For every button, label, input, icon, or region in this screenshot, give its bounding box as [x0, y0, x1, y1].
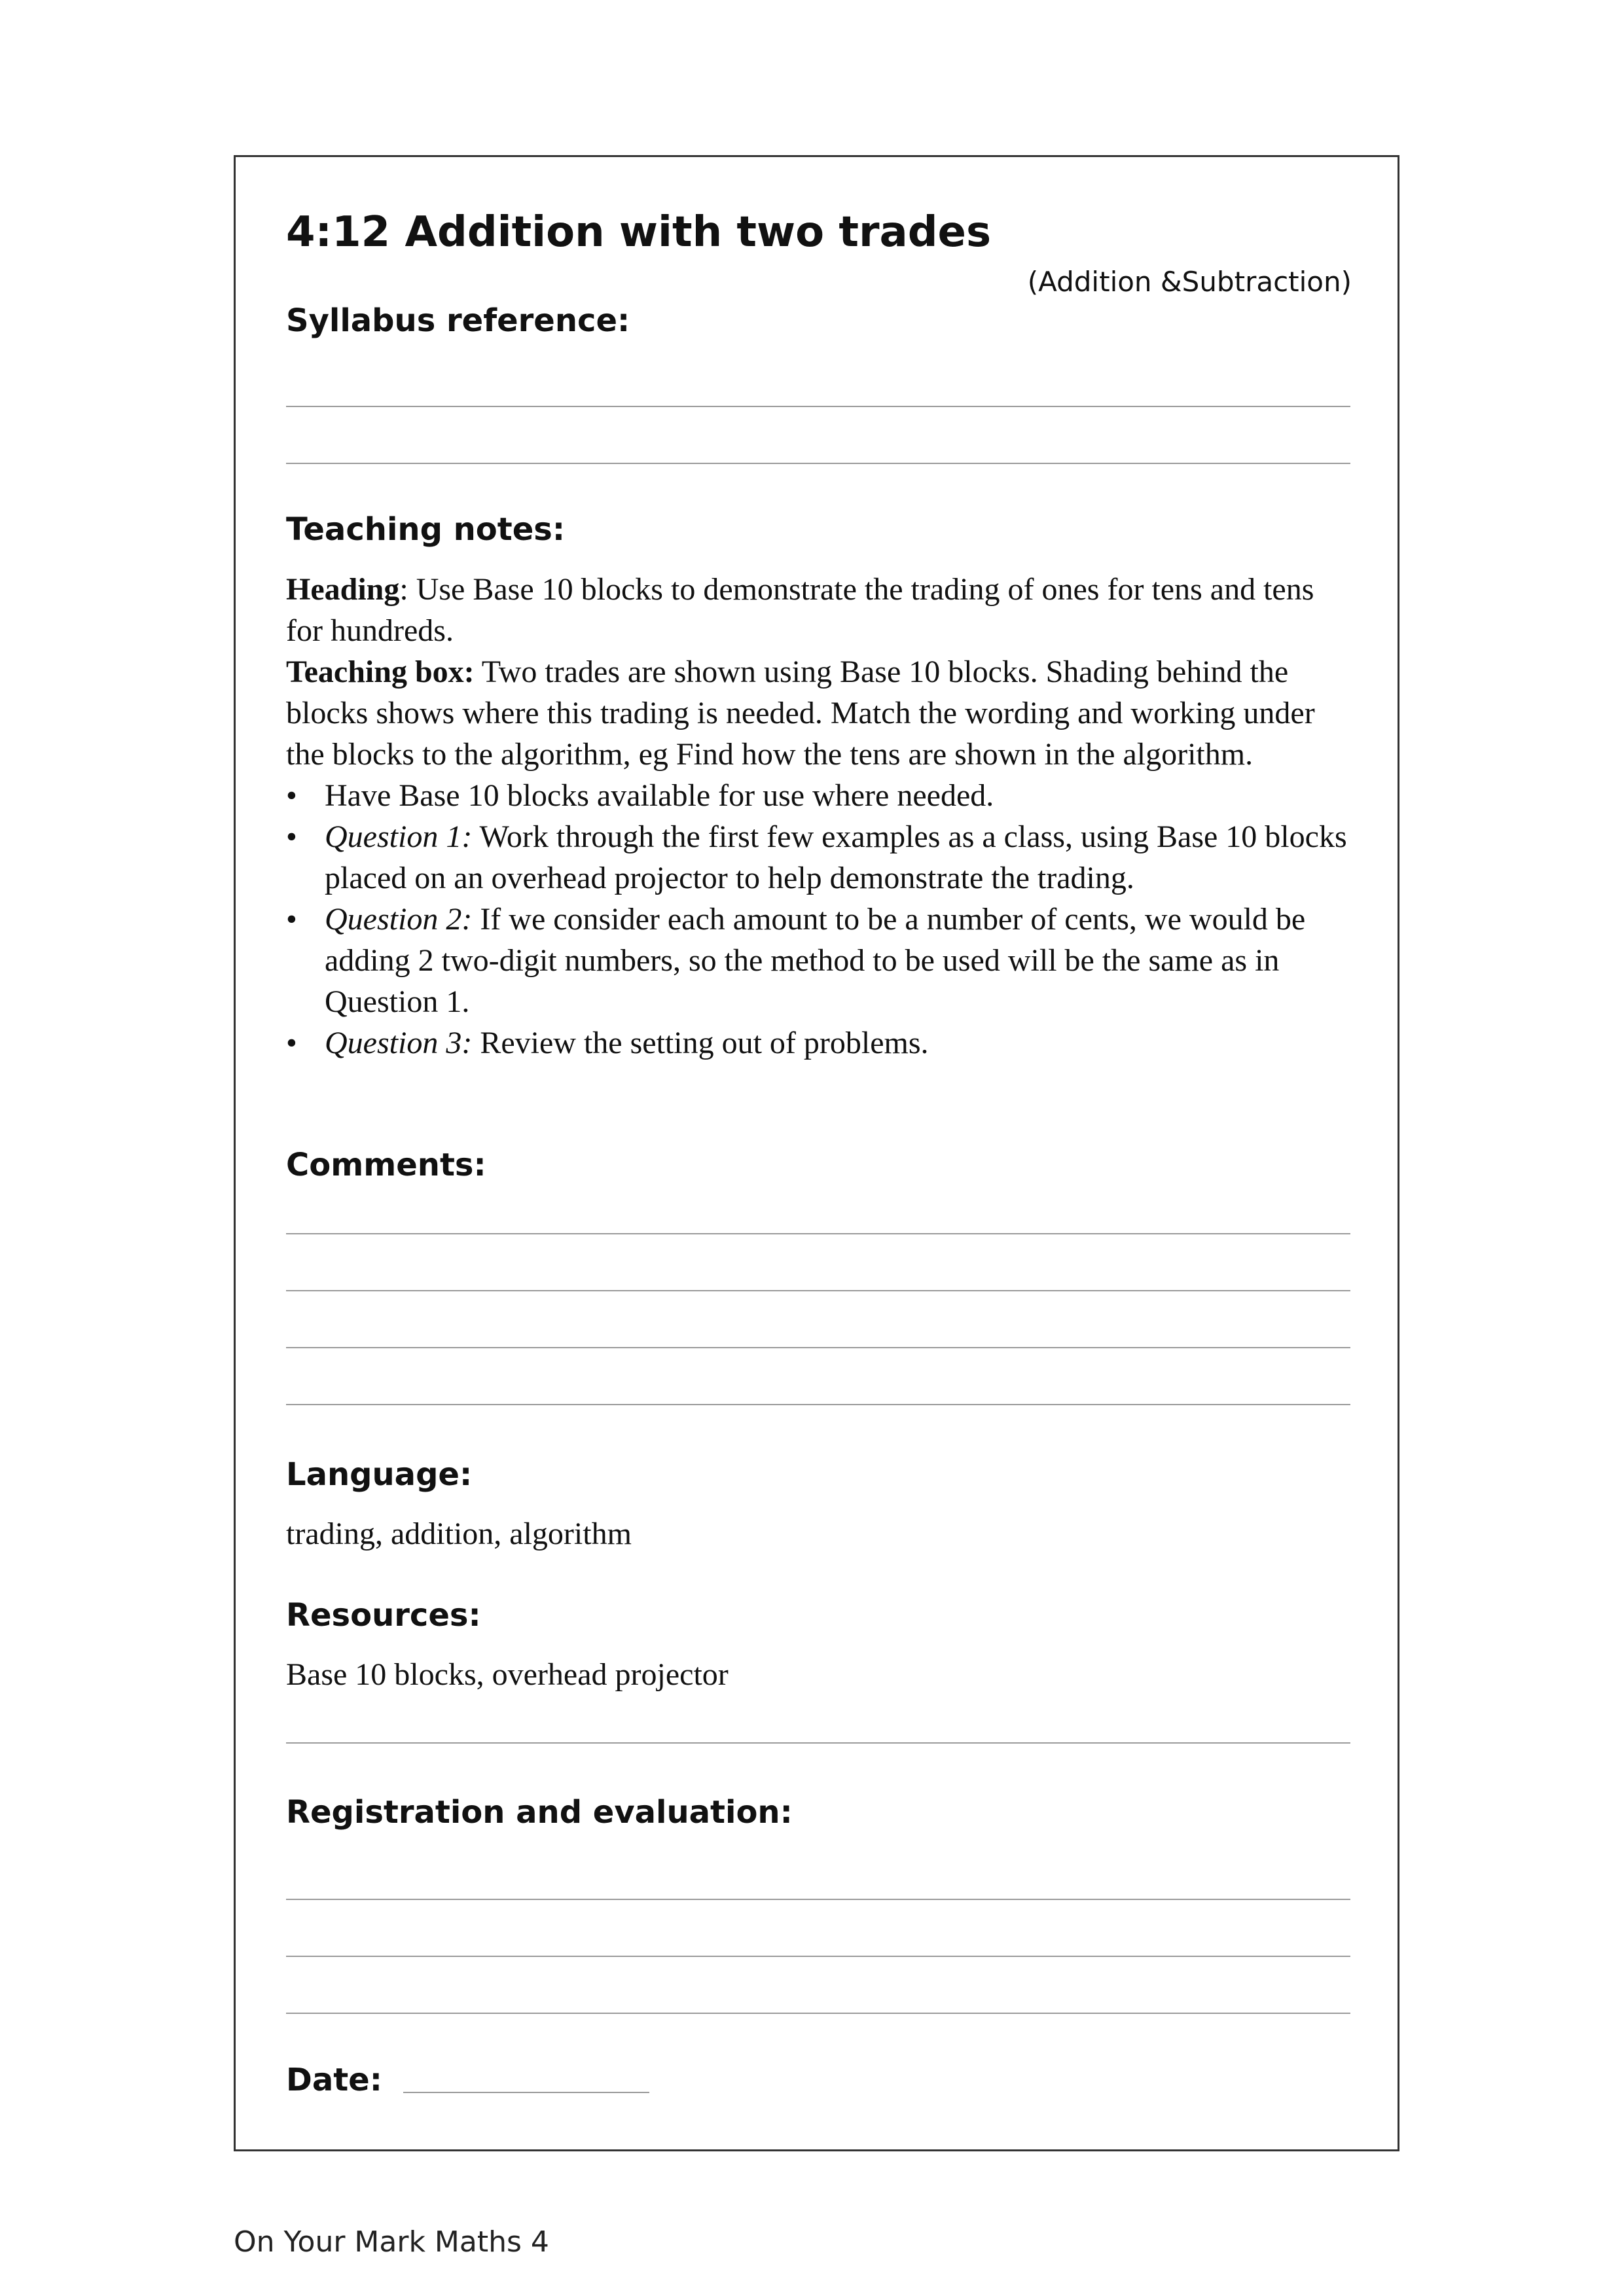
bullet-glyph: • — [286, 778, 297, 813]
list-item-label: Question 2: — [325, 902, 473, 937]
syllabus-line-1 — [286, 406, 1350, 407]
list-item-text: Have Base 10 blocks available for use where needed. — [325, 778, 994, 813]
strand-label: (Addition &Subtraction) — [1027, 266, 1352, 298]
teaching-notes-heading: Teaching notes: — [286, 511, 566, 548]
resources-line — [286, 1742, 1350, 1744]
date-label: Date: — [286, 2062, 382, 2098]
registration-heading: Registration and evaluation: — [286, 1794, 793, 1831]
resources-heading: Resources: — [286, 1597, 481, 1634]
list-item — [286, 775, 1353, 816]
list-item — [286, 816, 1353, 899]
teaching-box-note — [286, 651, 1353, 775]
syllabus-reference-heading: Syllabus reference: — [286, 302, 630, 339]
registration-line-1 — [286, 1899, 1350, 1900]
comments-heading: Comments: — [286, 1147, 486, 1183]
language-text: trading, addition, algorithm — [286, 1516, 632, 1551]
page-title: 4:12 Addition with two trades — [286, 208, 992, 257]
bullet-glyph: • — [286, 819, 297, 854]
comments-line-4 — [286, 1404, 1350, 1405]
date-field-line — [403, 2092, 649, 2093]
list-item-label: Question 1: — [325, 819, 473, 854]
list-item-text: Review the setting out of problems. — [472, 1026, 929, 1060]
comments-line-2 — [286, 1290, 1350, 1291]
footer-book-title: On Your Mark Maths 4 — [234, 2225, 549, 2259]
comments-line-3 — [286, 1347, 1350, 1348]
registration-line-2 — [286, 1956, 1350, 1957]
teaching-box-label: Teaching box: — [286, 655, 475, 689]
heading-note-label: Heading — [286, 572, 400, 607]
list-item-text: If we consider each amount to be a number of cents, we would be adding 2 two-digit numbers, so the method to be used will be the same as in Question 1. — [325, 902, 1306, 1019]
teaching-box-text: Two trades are shown using Base 10 blocks. Shading behind the blocks shows where this trading is needed. Match the wording and working under the blocks to the algorithm, eg Find how the tens are shown in the algorithm. — [286, 655, 1315, 772]
syllabus-line-2 — [286, 463, 1350, 464]
heading-note — [286, 569, 1353, 651]
bullet-glyph: • — [286, 1026, 297, 1060]
language-heading: Language: — [286, 1456, 473, 1493]
teaching-notes-list — [286, 775, 1353, 1064]
registration-line-3 — [286, 2013, 1350, 2014]
list-item — [286, 899, 1353, 1022]
bullet-glyph: • — [286, 902, 297, 937]
list-item-label: Question 3: — [325, 1026, 473, 1060]
teaching-notes-body — [286, 569, 1353, 1064]
list-item-text: Work through the first few examples as a class, using Base 10 blocks placed on an overhead projector to help demonstrate the trading. — [325, 819, 1347, 895]
list-item — [286, 1022, 1353, 1064]
heading-note-text: : Use Base 10 blocks to demonstrate the trading of ones for tens and tens for hundreds. — [286, 572, 1314, 648]
resources-text: Base 10 blocks, overhead projector — [286, 1657, 729, 1692]
comments-line-1 — [286, 1233, 1350, 1234]
